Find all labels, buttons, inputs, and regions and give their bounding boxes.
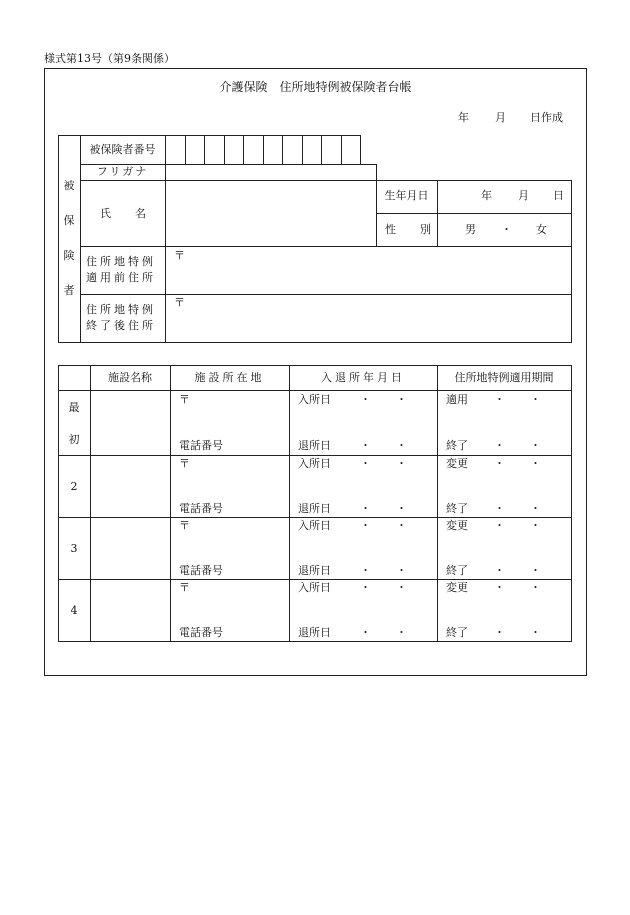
page-title: 介護保険 住所地特例被保険者台帳 bbox=[219, 80, 412, 94]
addr-after-label-1: 住所地特例 bbox=[86, 303, 156, 316]
date-dot: ・ bbox=[360, 393, 371, 406]
date-dot: ・ bbox=[530, 457, 541, 470]
postal-mark-icon: 〒 bbox=[174, 296, 185, 309]
postal-mark-icon: 〒 bbox=[179, 457, 190, 470]
exit-date-label: 退所日 bbox=[298, 626, 331, 639]
form-number: 様式第13号（第9条関係） bbox=[44, 52, 175, 65]
date-dot: ・ bbox=[530, 564, 541, 577]
date-dot: ・ bbox=[396, 502, 407, 515]
sex-option-dot: ・ bbox=[501, 223, 512, 236]
header-entry-exit-date: 入退所年月日 bbox=[321, 371, 405, 384]
row-number: 初 bbox=[68, 433, 80, 446]
addr-before-label-2: 適用前住所 bbox=[86, 271, 156, 284]
date-dot: ・ bbox=[360, 439, 371, 452]
date-dot: ・ bbox=[396, 626, 407, 639]
date-dot: ・ bbox=[494, 581, 505, 594]
addr-after-label-2: 終了後住所 bbox=[86, 319, 156, 332]
row-number: 3 bbox=[70, 542, 78, 555]
insured-side-char-1: 被 bbox=[63, 179, 75, 192]
date-dot: ・ bbox=[530, 502, 541, 515]
sex-option-male: 男 bbox=[465, 223, 476, 236]
row-number: 最 bbox=[68, 401, 80, 414]
header-facility-address: 施設所在地 bbox=[194, 371, 265, 384]
furigana-label: フリガナ bbox=[96, 165, 149, 178]
phone-label: 電話番号 bbox=[179, 439, 223, 452]
period-end-label: 終了 bbox=[446, 439, 468, 452]
date-dot: ・ bbox=[494, 564, 505, 577]
insured-side-char-2: 保 bbox=[63, 214, 75, 227]
date-dot: ・ bbox=[494, 393, 505, 406]
date-dot: ・ bbox=[494, 439, 505, 452]
postal-mark-icon: 〒 bbox=[179, 519, 190, 532]
birth-date-label: 生年月日 bbox=[384, 189, 429, 202]
date-dot: ・ bbox=[396, 393, 407, 406]
date-dot: ・ bbox=[530, 581, 541, 594]
postal-mark-icon: 〒 bbox=[179, 393, 190, 406]
date-dot: ・ bbox=[360, 626, 371, 639]
phone-label: 電話番号 bbox=[179, 502, 223, 515]
entry-date-label: 入所日 bbox=[298, 581, 331, 594]
period-end-label: 終了 bbox=[446, 564, 468, 577]
exit-date-label: 退所日 bbox=[298, 564, 331, 577]
entry-date-label: 入所日 bbox=[298, 519, 331, 532]
created-day-label: 日作成 bbox=[530, 111, 563, 124]
insured-number-label: 被保険者番号 bbox=[89, 143, 156, 156]
postal-mark-icon: 〒 bbox=[174, 249, 185, 262]
entry-date-label: 入所日 bbox=[298, 457, 331, 470]
phone-label: 電話番号 bbox=[179, 564, 223, 577]
name-label-2: 名 bbox=[135, 207, 146, 220]
insured-side-char-4: 者 bbox=[63, 284, 75, 297]
birth-year-unit: 年 bbox=[481, 189, 492, 202]
date-dot: ・ bbox=[494, 502, 505, 515]
date-dot: ・ bbox=[360, 519, 371, 532]
date-dot: ・ bbox=[396, 519, 407, 532]
name-label-1: 氏 bbox=[100, 207, 111, 220]
sex-label-2: 別 bbox=[420, 223, 431, 236]
birth-day-unit: 日 bbox=[553, 189, 564, 202]
row-number: 2 bbox=[70, 480, 78, 493]
period-end-label: 終了 bbox=[446, 626, 468, 639]
period-start-label: 変更 bbox=[446, 457, 468, 470]
date-dot: ・ bbox=[530, 626, 541, 639]
date-dot: ・ bbox=[360, 457, 371, 470]
date-dot: ・ bbox=[530, 439, 541, 452]
date-dot: ・ bbox=[530, 393, 541, 406]
header-facility-name: 施設名称 bbox=[108, 371, 152, 384]
date-dot: ・ bbox=[530, 519, 541, 532]
created-year-label: 年 bbox=[458, 111, 469, 124]
exit-date-label: 退所日 bbox=[298, 502, 331, 515]
postal-mark-icon: 〒 bbox=[179, 581, 190, 594]
period-end-label: 終了 bbox=[446, 502, 468, 515]
period-start-label: 変更 bbox=[446, 581, 468, 594]
date-dot: ・ bbox=[360, 564, 371, 577]
header-application-period: 住所地特例適用期間 bbox=[454, 371, 554, 384]
period-start-label: 適用 bbox=[446, 393, 468, 406]
created-month-label: 月 bbox=[495, 111, 506, 124]
date-dot: ・ bbox=[360, 581, 371, 594]
period-start-label: 変更 bbox=[446, 519, 468, 532]
row-number: 4 bbox=[70, 604, 78, 617]
entry-date-label: 入所日 bbox=[298, 393, 331, 406]
birth-month-unit: 月 bbox=[518, 189, 529, 202]
date-dot: ・ bbox=[494, 626, 505, 639]
sex-option-female: 女 bbox=[536, 223, 547, 236]
date-dot: ・ bbox=[396, 457, 407, 470]
date-dot: ・ bbox=[494, 457, 505, 470]
date-dot: ・ bbox=[360, 502, 371, 515]
phone-label: 電話番号 bbox=[179, 626, 223, 639]
date-dot: ・ bbox=[494, 519, 505, 532]
insured-side-char-3: 険 bbox=[63, 249, 75, 262]
exit-date-label: 退所日 bbox=[298, 439, 331, 452]
addr-before-label-1: 住所地特例 bbox=[86, 255, 156, 268]
date-dot: ・ bbox=[396, 439, 407, 452]
date-dot: ・ bbox=[396, 581, 407, 594]
sex-label-1: 性 bbox=[385, 223, 396, 236]
date-dot: ・ bbox=[396, 564, 407, 577]
